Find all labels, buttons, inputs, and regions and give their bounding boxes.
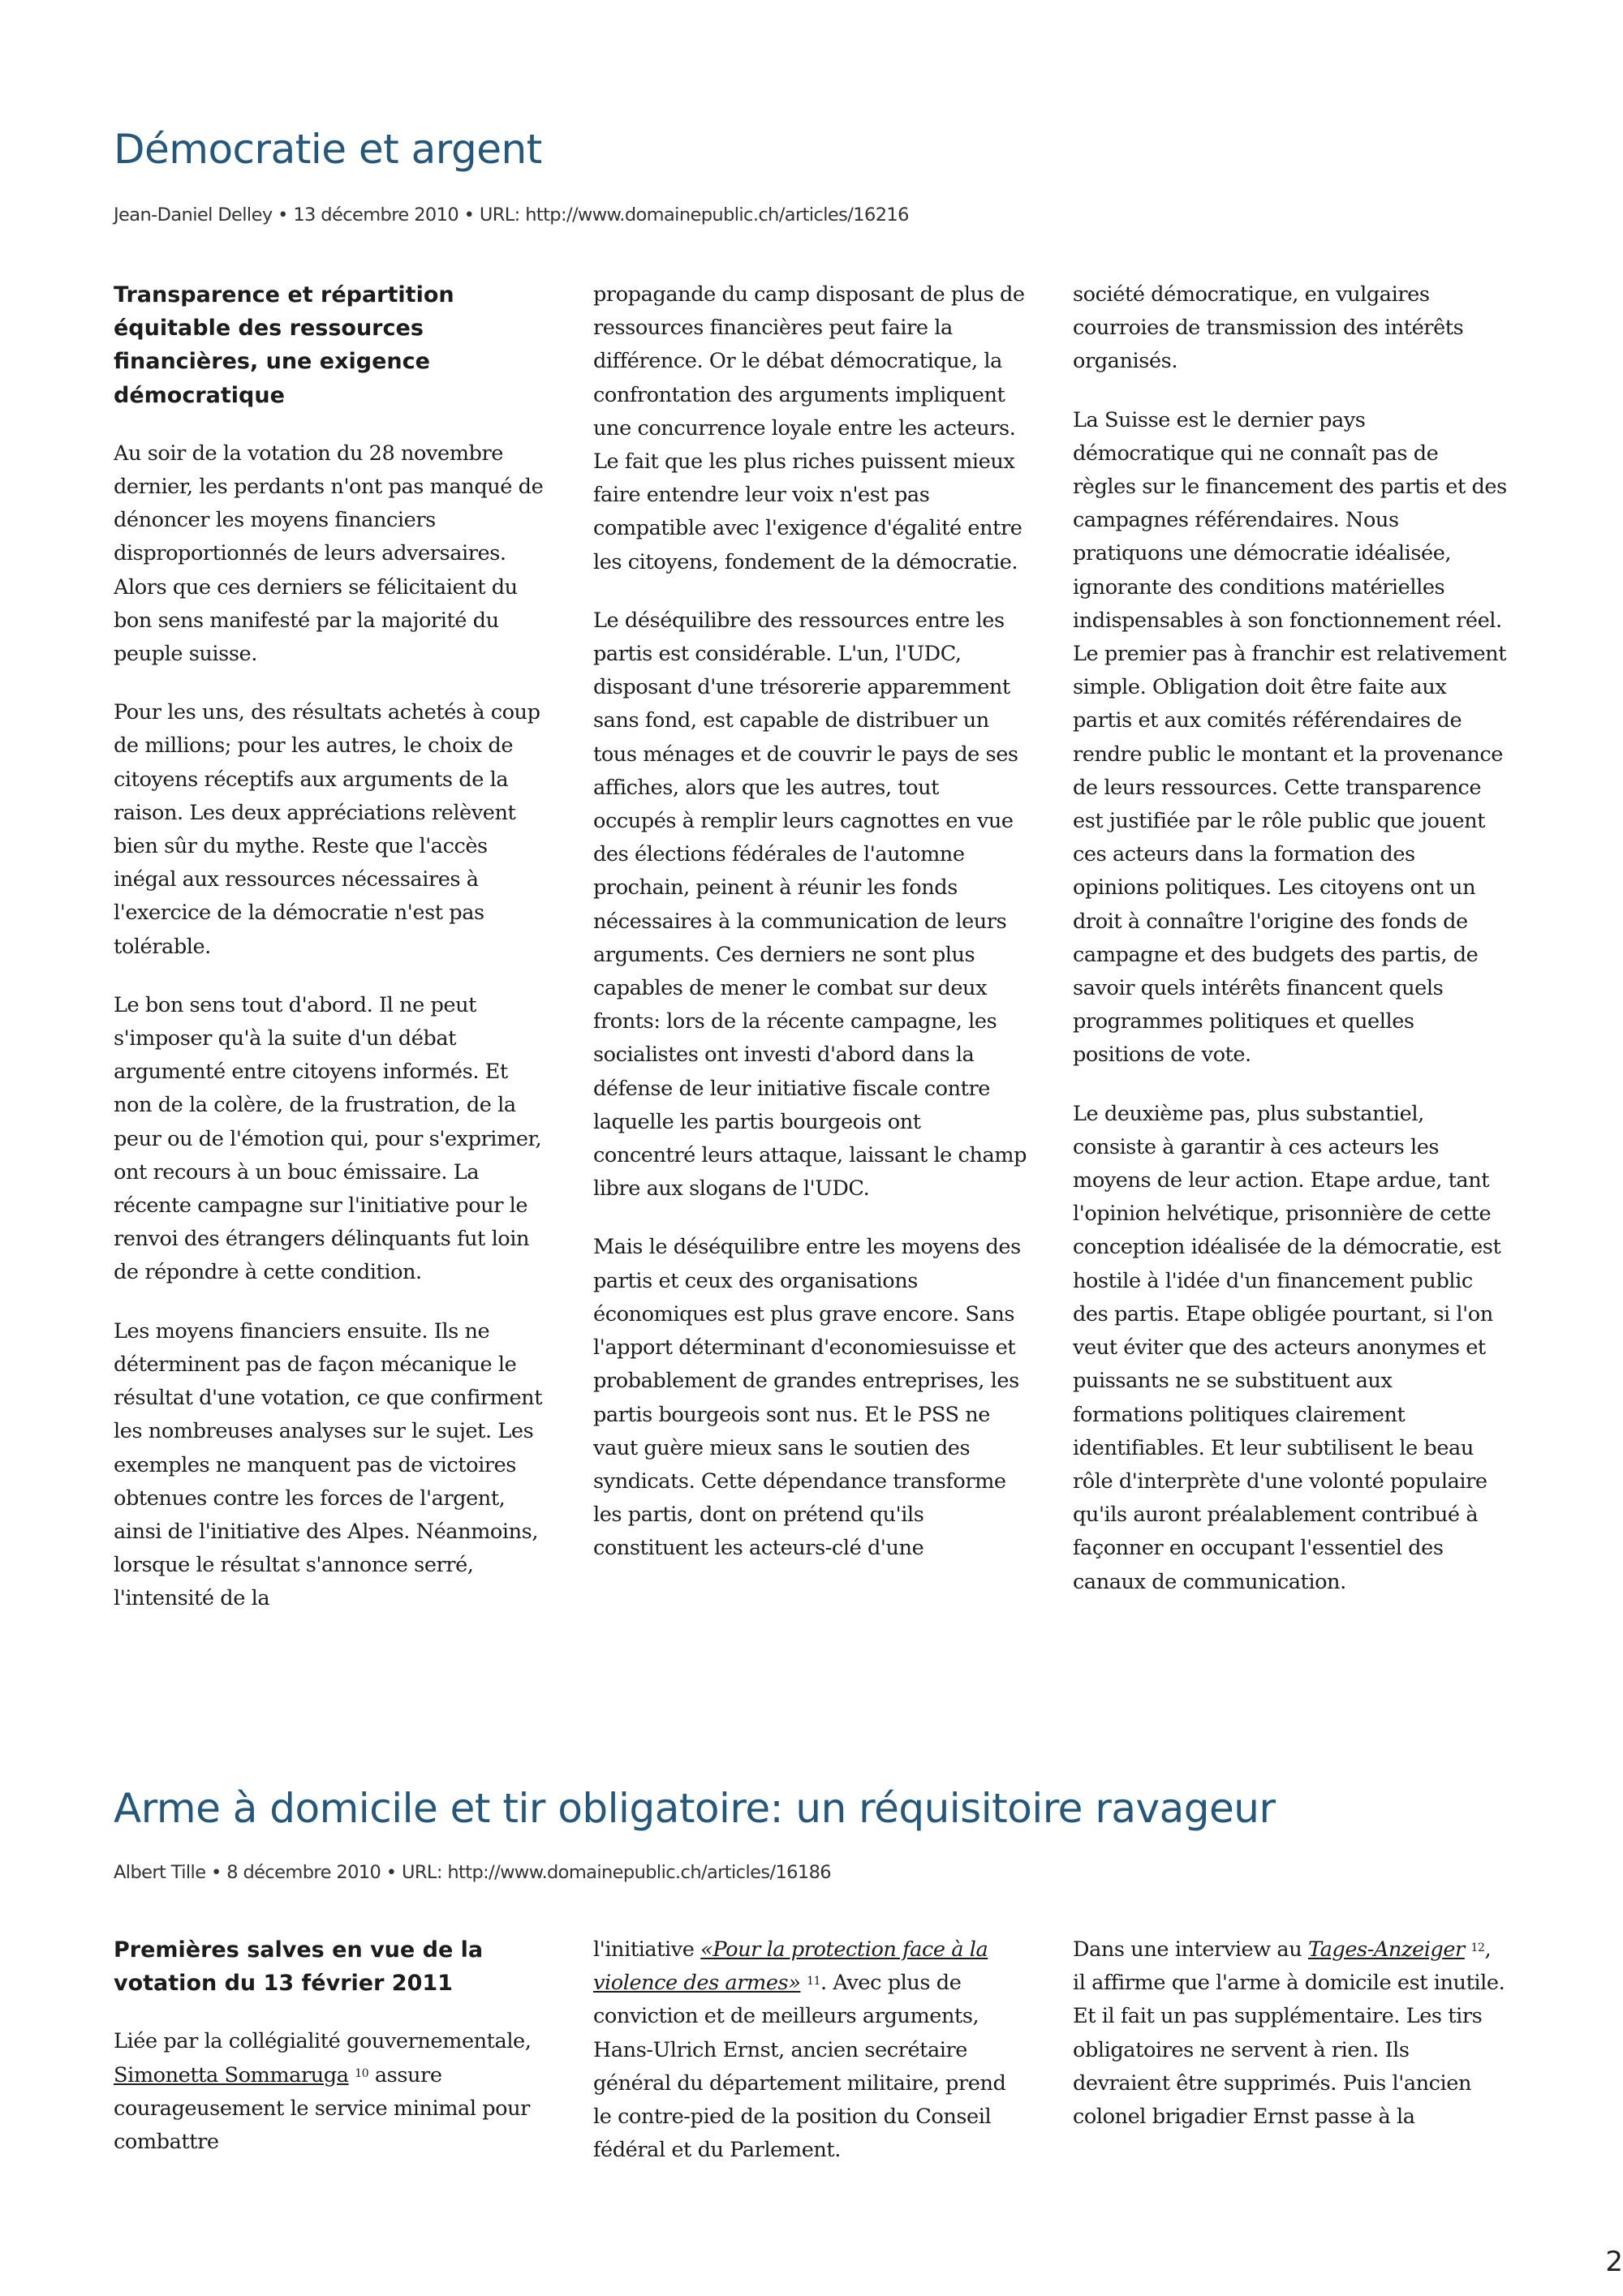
paragraph: Le bon sens tout d'abord. Il ne peut s'imposer qu'à la suite d'un débat argumenté entre citoyens informés. Et non de la colère, de la frustration, de la peur ou de l'émotion qui, pour s'exprimer, ont recours à un bouc émissaire. La récente campagne sur l'initiative pour le renvoi des étrangers délinquants fut loin de répondre à cette condition. xyxy=(114,992,542,1285)
footnote-ref: 12 xyxy=(1470,1941,1485,1954)
link-sommaruga[interactable]: Simonetta Sommaruga xyxy=(114,2062,349,2087)
article-lead: Transparence et répartition équitable des ressources financières, une exigence démocratique xyxy=(114,282,454,408)
paragraph-continued: propagande du camp disposant de plus de ressources financières peut faire la différence. Or le débat démocratique, la confrontation des arguments impliquent une concurrence loyale entre les acteurs. Le fait que les plus riches puissent mieux faire entendre leur voix n'est pas compatible avec l'exigence d'égalité entre les citoyens, fondement de la démocratie. xyxy=(593,282,1025,574)
article-column-2 xyxy=(593,278,1027,1666)
article-title: Démocratie et argent xyxy=(114,126,542,173)
page-number: 2 xyxy=(1605,2246,1623,2278)
link-tages-anzeiger[interactable]: Tages-Anzeiger xyxy=(1307,1937,1465,1962)
text: Liée par la collégialité gouvernementale, xyxy=(114,2029,532,2054)
article-byline: Albert Tille • 8 décembre 2010 • URL: http://www.domainepublic.ch/articles/16186 xyxy=(114,1862,832,1883)
paragraph: Au soir de la votation du 28 novembre dernier, les perdants n'ont pas manqué de dénoncer les moyens financiers disproportionnés de leurs adversaires. Alors que ces derniers se félicitaient du bon sens manifesté par la majorité du peuple suisse. xyxy=(114,441,544,667)
paragraph: Pour les uns, des résultats achetés à coup de millions; pour les autres, le choix de citoyens réceptifs aux arguments de la raison. Les deux appréciations relèvent bien sûr du mythe. Reste que l'accès inégal aux ressources nécessaires à l'exercice de la démocratie n'est pas tolérable. xyxy=(114,700,540,959)
paragraph xyxy=(593,1933,1027,2167)
article-title: Arme à domicile et tir obligatoire: un réquisitoire ravageur xyxy=(114,1785,1276,1832)
paragraph: Le déséquilibre des ressources entre les partis est considérable. L'un, l'UDC, disposant d'une trésorerie apparemment sans fond, est capable de distribuer un tous ménages et de couvrir le pays de ses affiches, alors que les autres, tout occupés à remplir leurs cagnottes en vue des élections fédérales de l'automne prochain, peinent à réunir les fonds nécessaires à la communication de leurs arguments. Ces derniers ne sont plus capables de mener le combat sur deux fronts: lors de la récente campagne, les socialistes ont investi d'abord dans la défense de leur initiative fiscale contre laquelle les partis bourgeois ont concentré leurs attaque, laissant le champ libre aux slogans de l'UDC. xyxy=(593,608,1027,1202)
article-column-1 xyxy=(114,278,548,1666)
paragraph: Mais le déséquilibre entre les moyens des partis et ceux des organisations économiques est plus grave encore. Sans l'apport déterminant d'economiesuisse et probablement de grandes entreprises, les partis bourgeois sont nus. Et le PSS ne vaut guère mieux sans le soutien des syndicats. Cette dépendance transforme les partis, dont on prétend qu'ils constituent les acteurs-clé d'une xyxy=(593,1235,1021,1561)
paragraph-continued: société démocratique, en vulgaires courroies de transmission des intérêts organisés. xyxy=(1073,282,1464,374)
text: l'initiative xyxy=(593,1937,701,1962)
link-initiative[interactable]: «Pour la protection face à la violence des armes» xyxy=(593,1937,988,1996)
article-column-3 xyxy=(1073,278,1507,1666)
paragraph: Les moyens financiers ensuite. Ils ne déterminent pas de façon mécanique le résultat d'une votation, ce que confirment les nombreuses analyses sur le sujet. Les exemples ne manquent pas de victoires obtenues contre les forces de l'argent, ainsi de l'initiative des Alpes. Néanmoins, lorsque le résultat s'annonce serré, l'intensité de la xyxy=(114,1318,543,1611)
text: Dans une interview au xyxy=(1073,1937,1308,1962)
article-column-1 xyxy=(114,1933,548,2170)
paragraph: La Suisse est le dernier pays démocratique qui ne connaît pas de règles sur le financement des partis et des campagnes référendaires. Nous pratiquons une démocratie idéalisée, ignorante des conditions matérielles indispensables à son fonctionnement réel. Le premier pas à franchir est relativement simple. Obligation doit être faite aux partis et aux comités référendaires de rendre public le montant et la provenance de leurs ressources. Cette transparence est justifiée par le rôle public que jouent ces acteurs dans la formation des opinions politiques. Les citoyens ont un droit à connaître l'origine des fonds de campagne et des budgets des partis, de savoir quels intérêts financent quels programmes politiques et quelles positions de vote. xyxy=(1073,407,1507,1068)
footnote-ref: 10 xyxy=(355,2066,369,2080)
paragraph xyxy=(114,2025,548,2159)
paragraph xyxy=(1073,1933,1507,2134)
article-byline: Jean-Daniel Delley • 13 décembre 2010 • URL: http://www.domainepublic.ch/articles/16216 xyxy=(114,204,909,226)
text: , il affirme que l'arme à domicile est inutile. Et il fait un pas supplémentaire. Les tirs obligatoires ne servent à rien. Ils devraient être supprimés. Puis l'ancien colonel brigadier Ernst passe à la xyxy=(1073,1937,1505,2130)
article-column-3 xyxy=(1073,1933,1507,2170)
paragraph: Le deuxième pas, plus substantiel, consiste à garantir à ces acteurs les moyens de leur action. Etape ardue, tant l'opinion helvétique, prisonnière de cette conception idéalisée de la démocratie, est hostile à l'idée d'un financement public des partis. Etape obligée pourtant, si l'on veut éviter que des acteurs anonymes et puissants ne se substituent aux formations politiques clairement identifiables. Et leur subtilisent le beau rôle d'interprète d'une volonté populaire qu'ils auront préalablement contribué à façonner en occupant l'essentiel des canaux de communication. xyxy=(1073,1101,1501,1594)
text: assure courageusement le service minimal pour combattre xyxy=(114,2062,530,2155)
article-lead: Premières salves en vue de la votation du 13 février 2011 xyxy=(114,1937,484,1997)
text: . Avec plus de conviction et de meilleurs arguments, Hans-Ulrich Ernst, ancien secrétaire général du département militaire, prend le contre-pied de la position du Conseil fédéral et du Parlement. xyxy=(593,1971,1006,2163)
article-column-2 xyxy=(593,1933,1027,2170)
footnote-ref: 11 xyxy=(807,1975,821,1989)
